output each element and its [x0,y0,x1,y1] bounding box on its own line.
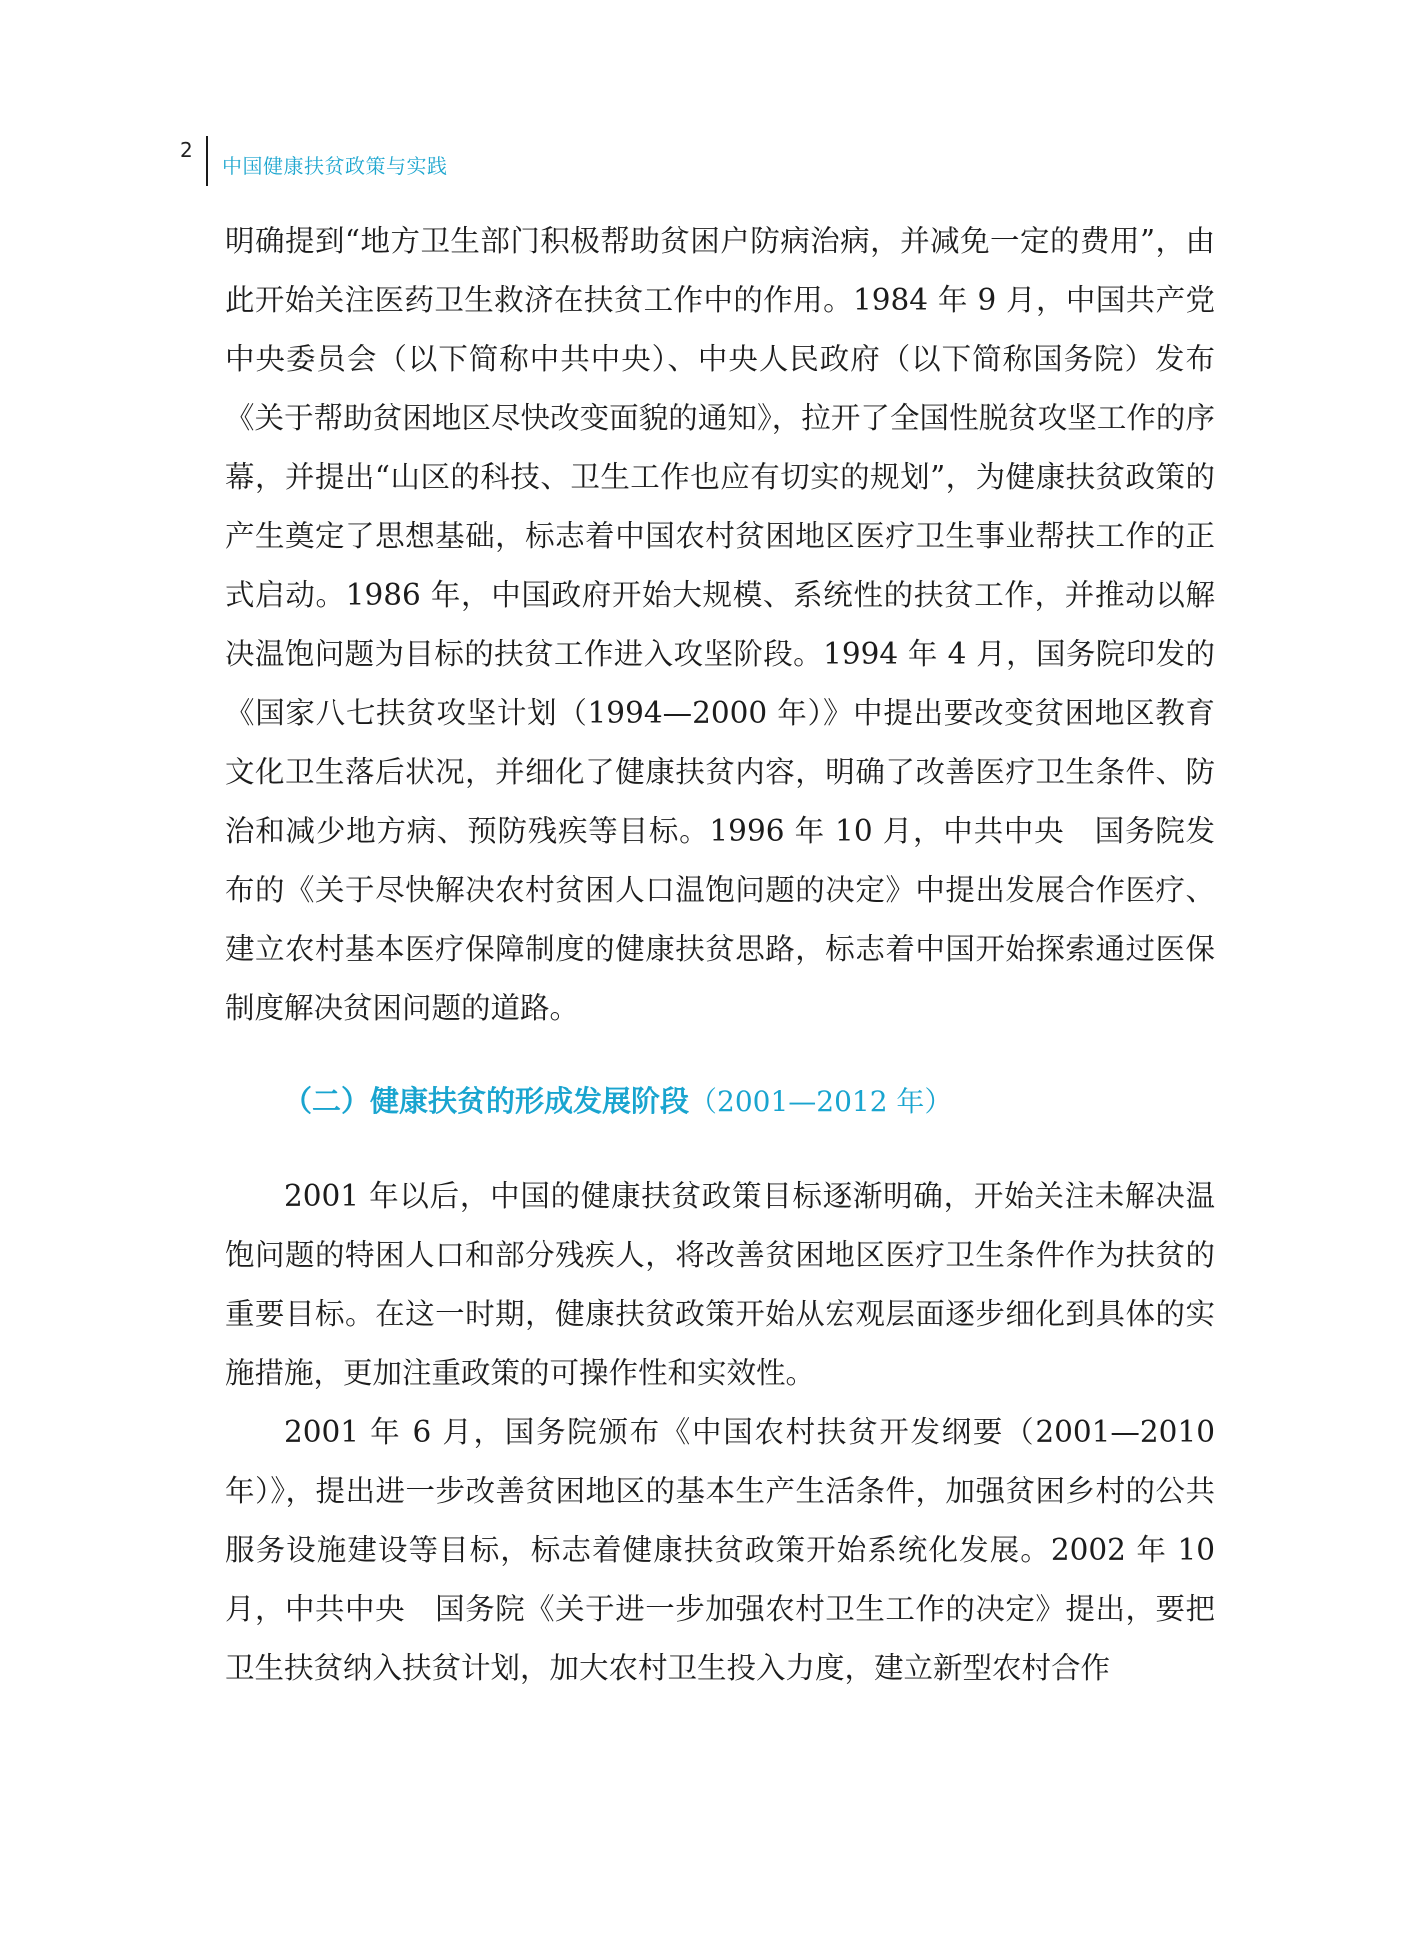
page-number: 2 [180,138,193,162]
book-title: 中国健康扶贫政策与实践 [222,154,448,178]
paragraph-2001-policies: 2001 年 6 月，国务院颁布《中国农村扶贫开发纲要（2001—2010 年）》，提出进一步改善贫困地区的基本生产生活条件，加强贫困乡村的公共服务设施建设等目标，标志着健康扶贫政策开始系统化发展。2002 年 10 月，中共中央 国务院《关于进一步加强农村卫生工作的决定》提出，要把卫生扶贫纳入扶贫计划，加大农村卫生投入力度，建立新型农村合作 [225,1415,1215,1685]
paragraph-2001-overview: 2001 年以后，中国的健康扶贫政策目标逐渐明确，开始关注未解决温饱问题的特困人口和部分残疾人，将改善贫困地区医疗卫生条件作为扶贫的重要目标。在这一时期，健康扶贫政策开始从宏观层面逐步细化到具体的实施措施，更加注重政策的可操作性和实效性。 [225,1179,1215,1390]
header-divider [206,136,208,186]
body-text [225,212,1215,1698]
section-heading [225,1061,1215,1142]
section-heading-years: （2001—2012 年） [689,1085,953,1118]
paragraph-continued: 明确提到“地方卫生部门积极帮助贫困户防病治病，并减免一定的费用”，由此开始关注医药卫生救济在扶贫工作中的作用。1984 年 9 月，中国共产党中央委员会（以下简称中共中央）、中央人民政府（以下简称国务院）发布《关于帮助贫困地区尽快改变面貌的通知》，拉开了全国性脱贫攻坚工作的序幕，并提出“山区的科技、卫生工作也应有切实的规划”，为健康扶贫政策的产生奠定了思想基础，标志着中国农村贫困地区医疗卫生事业帮扶工作的正式启动。1986 年，中国政府开始大规模、系统性的扶贫工作，并推动以解决温饱问题为目标的扶贫工作进入攻坚阶段。1994 年 4 月，国务院印发的《国家八七扶贫攻坚计划（1994—2000 年）》中提出要改变贫困地区教育文化卫生落后状况，并细化了健康扶贫内容，明确了改善医疗卫生条件、防治和减少地方病、预防残疾等目标。1996 年 10 月，中共中央 国务院发布的《关于尽快解决农村贫困人口温饱问题的决定》中提出发展合作医疗、建立农村基本医疗保障制度的健康扶贫思路，标志着中国开始探索通过医保制度解决贫困问题的道路。 [225,224,1215,1025]
section-heading-title: （二）健康扶贫的形成发展阶段 [283,1084,690,1118]
